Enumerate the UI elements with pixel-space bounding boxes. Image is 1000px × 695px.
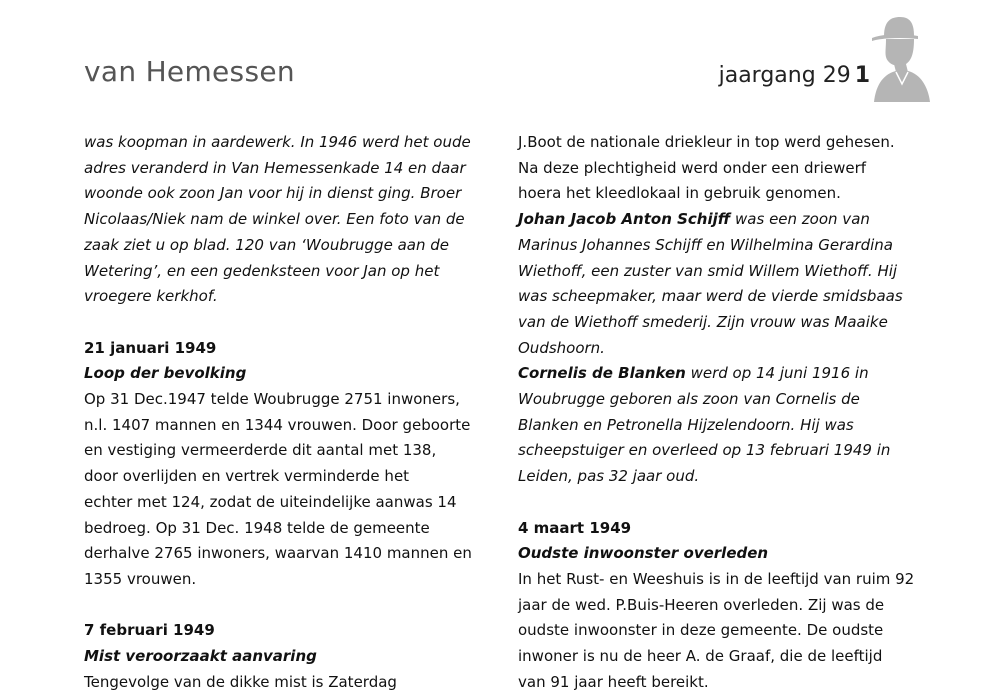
left-column (84, 130, 484, 695)
text-line: Blanken en Petronella Hijzelendoorn. Hij was (518, 415, 854, 434)
text-line: jaar de wed. P.Buis-Heeren overleden. Zij was de (518, 595, 885, 614)
text-line: vroegere kerkhof. (84, 287, 218, 306)
section-title: Mist veroorzaakt aanvaring (84, 647, 317, 666)
text-line: Nicolaas/Niek nam de winkel over. Een foto van de (84, 210, 465, 229)
page-number: 1 (854, 63, 870, 88)
page-header-title: van Hemessen (84, 55, 295, 88)
person-name: Cornelis de Blanken (518, 364, 686, 383)
text-line: 1355 vrouwen. (84, 569, 197, 588)
section-date: 4 maart 1949 (518, 518, 632, 537)
text-line: echter met 124, zodat de uiteindelijke aanwas 14 (84, 492, 457, 511)
text-line: n.l. 1407 mannen en 1344 vrouwen. Door geboorte (84, 415, 471, 434)
text-line: Wiethoff, een zuster van smid Willem Wiethoff. Hij (518, 261, 898, 280)
text-line: zaak ziet u op blad. 120 van ‘Woubrugge aan de (84, 235, 449, 254)
text-line: scheepstuiger en overleed op 13 februari 1949 in (518, 441, 891, 460)
text-line: door overlijden en vertrek verminderde het (84, 467, 410, 486)
text-line: Op 31 Dec.1947 telde Woubrugge 2751 inwoners, (84, 390, 460, 409)
text-line: en vestiging vermeerderde dit aantal met 138, (84, 441, 437, 460)
section-date: 21 januari 1949 (84, 338, 217, 357)
text-line: Na deze plechtigheid werd onder een driewerf (518, 158, 867, 177)
text-line: Tengevolge van de dikke mist is Zaterdag (84, 672, 397, 691)
text-line: J.Boot de nationale driekleur in top werd gehesen. (518, 133, 895, 151)
text-line: van 91 jaar heeft bereikt. (518, 672, 709, 691)
right-column (518, 130, 918, 695)
volume-label (719, 63, 870, 88)
section-title: Oudste inwoonster overleden (518, 544, 769, 563)
person-name: Johan Jacob Anton Schijff (518, 210, 731, 229)
section-date: 7 februari 1949 (84, 621, 215, 640)
text-fragment: werd op 14 juni 1916 in (685, 364, 869, 383)
spacer (518, 490, 918, 516)
text-line: In het Rust- en Weeshuis is in de leeftijd van ruim 92 (518, 569, 915, 588)
text-line: Woubrugge geboren als zoon van Cornelis de (518, 390, 860, 409)
text-line: was koopman in aardewerk. In 1946 werd het oude (84, 133, 471, 151)
text-line (518, 207, 918, 233)
text-line: van de Wiethoff smederij. Zijn vrouw was Maaike (518, 312, 888, 331)
text-line: adres veranderd in Van Hemessenkade 14 en daar (84, 158, 466, 177)
volume-text: jaargang 29 (718, 63, 851, 88)
text-line: woonde ook zoon Jan voor hij in dienst ging. Broer (84, 184, 462, 203)
text-line: Wetering’, en een gedenksteen voor Jan op het (84, 261, 440, 280)
text-line: Leiden, pas 32 jaar oud. (518, 467, 700, 486)
section-title: Loop der bevolking (84, 364, 247, 383)
text-line: inwoner is nu de heer A. de Graaf, die de leeftijd (518, 647, 883, 666)
spacer (84, 593, 484, 619)
spacer (84, 310, 484, 336)
text-line: oudste inwoonster in deze gemeente. De oudste (518, 621, 884, 640)
text-line (518, 361, 918, 387)
text-fragment: was een zoon van (730, 210, 870, 229)
text-line: bedroeg. Op 31 Dec. 1948 telde de gemeente (84, 518, 430, 537)
text-line: Marinus Johannes Schijff en Wilhelmina Gerardina (518, 235, 893, 254)
man-with-hat-silhouette-icon (868, 14, 930, 102)
text-line: derhalve 2765 inwoners, waarvan 1410 mannen en (84, 544, 472, 563)
text-line: hoera het kleedlokaal in gebruik genomen. (518, 184, 841, 203)
text-line: was scheepmaker, maar werd de vierde smidsbaas (518, 287, 903, 306)
text-line: Oudshoorn. (518, 338, 605, 357)
